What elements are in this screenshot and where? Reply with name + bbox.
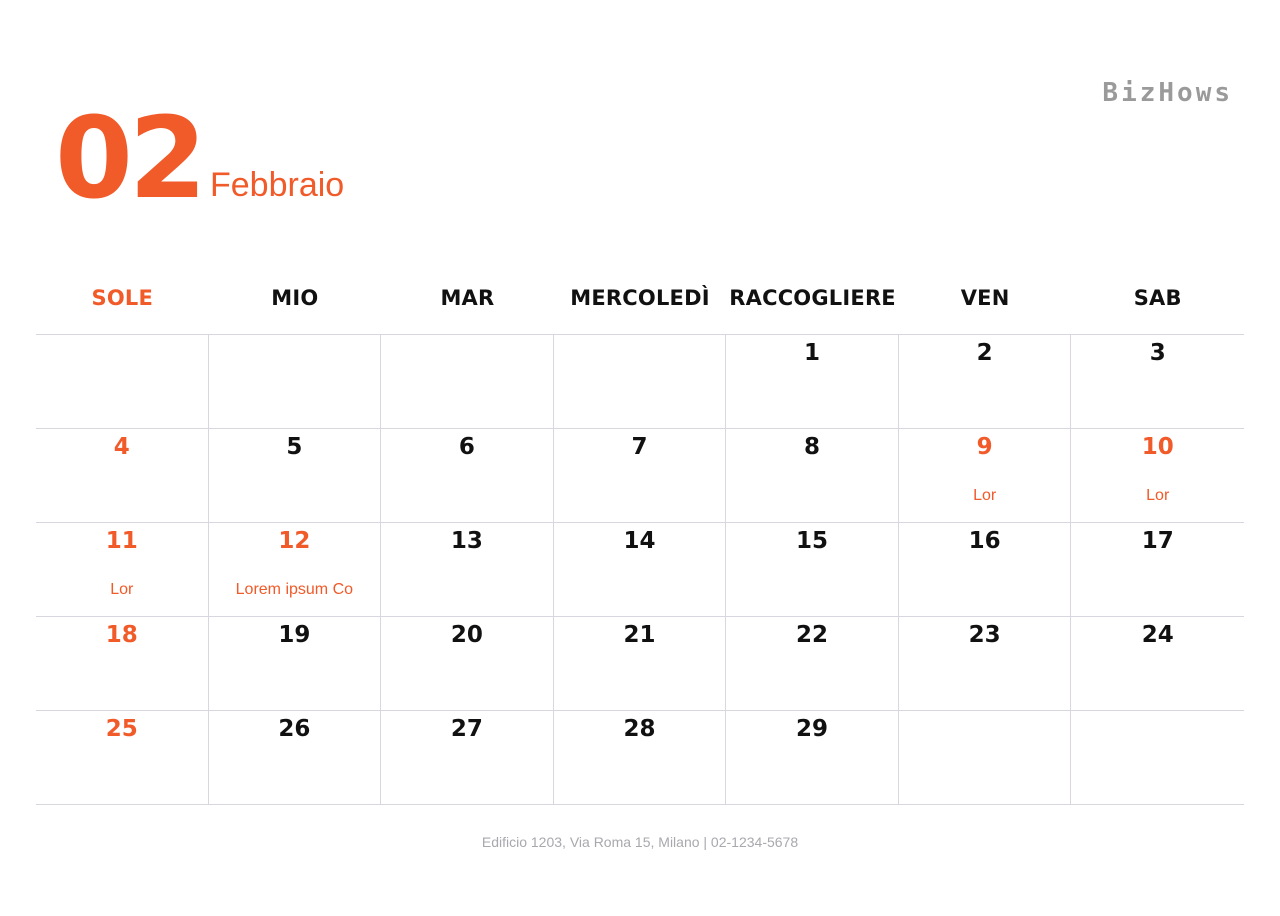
- weekday-label: SAB: [1133, 286, 1182, 310]
- day-number: 20: [450, 622, 483, 648]
- day-number: 14: [623, 528, 656, 554]
- day-number: 4: [113, 434, 130, 460]
- day-cell: [726, 711, 899, 805]
- day-number: 24: [1141, 622, 1174, 648]
- day-cell: [36, 523, 209, 617]
- day-number: 25: [105, 716, 138, 742]
- calendar-grid: [36, 335, 1244, 805]
- weekday-label: MIO: [271, 286, 319, 310]
- day-cell: [381, 429, 554, 523]
- day-number: 11: [105, 528, 138, 554]
- day-cell: [554, 429, 727, 523]
- day-number: 13: [450, 528, 483, 554]
- month-name: Febbraio: [210, 166, 345, 204]
- day-cell: [381, 523, 554, 617]
- footer-address: Edificio 1203, Via Roma 15, Milano | 02-1234-5678: [481, 834, 799, 850]
- weekday-header: [36, 262, 1244, 335]
- day-cell: [209, 429, 382, 523]
- day-cell: [899, 711, 1072, 805]
- day-note: Lor: [1146, 487, 1170, 504]
- day-number: 7: [631, 434, 648, 460]
- day-cell: [899, 429, 1072, 523]
- day-note: Lor: [110, 581, 134, 598]
- day-cell: [726, 523, 899, 617]
- day-cell: [899, 335, 1072, 429]
- calendar: [36, 262, 1244, 805]
- day-note: Lor: [973, 487, 997, 504]
- day-number: 1: [804, 340, 821, 366]
- day-number: 19: [278, 622, 311, 648]
- day-cell: [554, 523, 727, 617]
- day-number: 10: [1141, 434, 1174, 460]
- weekday-label: RACCOGLIERE: [729, 286, 896, 310]
- weekday-label: VEN: [960, 286, 1010, 310]
- day-number: 9: [976, 434, 993, 460]
- day-number: 21: [623, 622, 656, 648]
- day-number: 23: [968, 622, 1001, 648]
- day-number: 3: [1149, 340, 1166, 366]
- day-note: Lorem ipsum Co: [235, 581, 354, 598]
- day-number: 28: [623, 716, 656, 742]
- weekday-label: SOLE: [91, 286, 154, 310]
- month-number: 02: [55, 94, 203, 224]
- day-cell: [381, 711, 554, 805]
- brand-logo: BizHows: [1102, 78, 1233, 108]
- day-number: 22: [796, 622, 829, 648]
- day-cell: [554, 617, 727, 711]
- day-cell: [1071, 429, 1244, 523]
- weekday-label: MAR: [440, 286, 495, 310]
- day-number: 8: [804, 434, 821, 460]
- day-number: 16: [968, 528, 1001, 554]
- day-cell: [726, 617, 899, 711]
- day-cell: [209, 523, 382, 617]
- day-cell: [726, 429, 899, 523]
- day-cell: [209, 617, 382, 711]
- day-cell: [899, 523, 1072, 617]
- day-number: 27: [450, 716, 483, 742]
- day-number: 2: [976, 340, 993, 366]
- day-number: 5: [286, 434, 303, 460]
- day-number: 29: [796, 716, 829, 742]
- day-cell: [36, 335, 209, 429]
- day-number: 17: [1141, 528, 1174, 554]
- day-cell: [554, 711, 727, 805]
- day-cell: [726, 335, 899, 429]
- day-number: 26: [278, 716, 311, 742]
- day-number: 18: [105, 622, 138, 648]
- day-cell: [899, 617, 1072, 711]
- day-cell: [209, 335, 382, 429]
- day-number: 12: [278, 528, 311, 554]
- day-cell: [1071, 711, 1244, 805]
- weekday-label: MERCOLEDÌ: [570, 286, 710, 310]
- day-cell: [381, 617, 554, 711]
- day-cell: [36, 429, 209, 523]
- day-cell: [209, 711, 382, 805]
- day-cell: [1071, 617, 1244, 711]
- day-cell: [1071, 335, 1244, 429]
- day-cell: [1071, 523, 1244, 617]
- day-cell: [554, 335, 727, 429]
- day-cell: [381, 335, 554, 429]
- day-number: 6: [458, 434, 475, 460]
- day-cell: [36, 617, 209, 711]
- day-cell: [36, 711, 209, 805]
- day-number: 15: [796, 528, 829, 554]
